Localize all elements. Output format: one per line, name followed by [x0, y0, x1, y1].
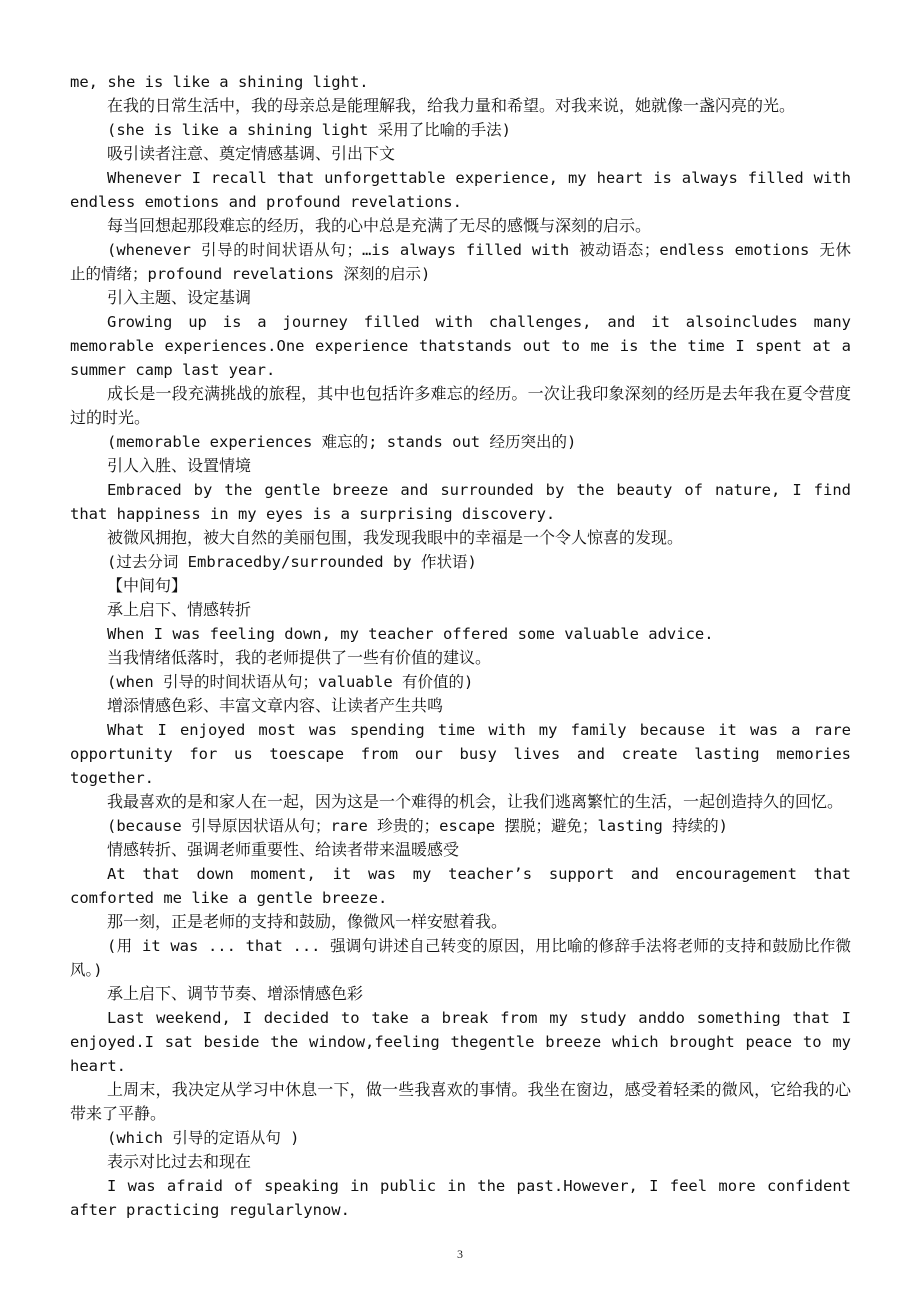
text-line: 当我情绪低落时，我的老师提供了一些有价值的建议。	[107, 648, 492, 667]
section-heading: 承上启下、调节节奏、增添情感色彩	[107, 984, 364, 1003]
section-heading: 增添情感色彩、丰富文章内容、让读者产生共鸣	[107, 696, 444, 715]
text-line: Growing up is a journey filled with challenges, and it alsoincludes many memorable experiences.One experience thatstands out to me is the time I spent at a summer camp last year.	[70, 313, 851, 379]
text-line: I was afraid of speaking in public in the past.However, I feel more confident after practicing regularlynow.	[70, 1177, 851, 1219]
text-line: 上周末，我决定从学习中休息一下，做一些我喜欢的事情。我坐在窗边，感受着轻柔的微风，它给我的心带来了平静。	[70, 1080, 851, 1123]
text-line: 那一刻，正是老师的支持和鼓励，像微风一样安慰着我。	[107, 912, 508, 931]
page-number: 3	[457, 1247, 463, 1261]
text-line: When I was feeling down, my teacher offered some valuable advice.	[107, 625, 714, 643]
text-line: (because 引导原因状语从句；rare 珍贵的；escape 摆脱；避免；lasting 持续的)	[107, 817, 728, 835]
text-line: (过去分词 Embracedby/surrounded by 作状语)	[107, 553, 477, 571]
section-heading: 吸引读者注意、奠定情感基调、引出下文	[107, 144, 396, 163]
text-line: 每当回想起那段难忘的经历，我的心中总是充满了无尽的感慨与深刻的启示。	[107, 216, 652, 235]
document-body	[70, 70, 851, 1222]
text-line: 成长是一段充满挑战的旅程，其中也包括许多难忘的经历。一次让我印象深刻的经历是去年我在夏令营度过的时光。	[70, 384, 851, 427]
section-heading: 引人入胜、设置情境	[107, 456, 252, 475]
text-line: 我最喜欢的是和家人在一起，因为这是一个难得的机会，让我们逃离繁忙的生活，一起创造持久的回忆。	[107, 792, 844, 811]
text-line: me, she is like a shining light.	[70, 73, 369, 91]
section-heading: 承上启下、情感转折	[107, 600, 252, 619]
section-title: 【中间句】	[107, 576, 188, 595]
text-line: (memorable experiences 难忘的; stands out 经历突出的)	[107, 433, 577, 451]
text-line: Whenever I recall that unforgettable experience, my heart is always filled with endless emotions and profound revelations.	[70, 169, 851, 211]
text-line: 在我的日常生活中，我的母亲总是能理解我，给我力量和希望。对我来说，她就像一盏闪亮的光。	[107, 96, 796, 115]
text-line: At that down moment, it was my teacher’s support and encouragement that comforted me like a gentle breeze.	[70, 865, 851, 907]
text-line: (which 引导的定语从句 )	[107, 1129, 300, 1147]
text-line: What I enjoyed most was spending time with my family because it was a rare opportunity for us toescape from our busy lives and create lasting memories together.	[70, 721, 851, 787]
section-heading: 表示对比过去和现在	[107, 1152, 252, 1171]
text-line: Last weekend, I decided to take a break from my study anddo something that I enjoyed.I sat beside the window,feeling thegentle breeze which brought peace to my heart.	[70, 1009, 851, 1075]
section-heading: 引入主题、设定基调	[107, 288, 252, 307]
text-line: (when 引导的时间状语从句；valuable 有价值的)	[107, 673, 474, 691]
text-line: (用 it was ... that ... 强调句讲述自己转变的原因，用比喻的修辞手法将老师的支持和鼓励比作微风。)	[70, 937, 851, 979]
text-line: 被微风拥抱，被大自然的美丽包围，我发现我眼中的幸福是一个令人惊喜的发现。	[107, 528, 684, 547]
text-line: (she is like a shining light 采用了比喻的手法)	[107, 121, 511, 139]
text-line: Embraced by the gentle breeze and surrounded by the beauty of nature, I find that happiness in my eyes is a surprising discovery.	[70, 481, 851, 523]
text-line: (whenever 引导的时间状语从句；…is always filled with 被动语态；endless emotions 无休止的情绪；profound revelations 深刻的启示)	[70, 241, 851, 283]
section-heading: 情感转折、强调老师重要性、给读者带来温暖感受	[107, 840, 460, 859]
